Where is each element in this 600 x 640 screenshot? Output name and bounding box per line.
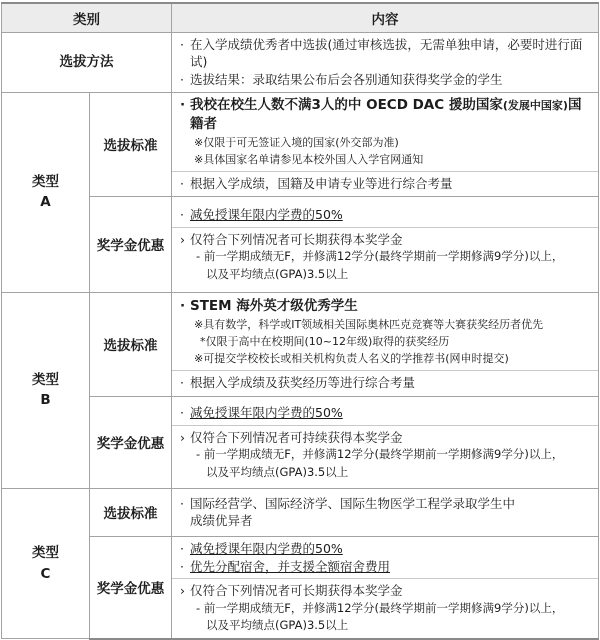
list-item: › 仅符合下列情况者可持续获得本奖学金 xyxy=(180,429,403,445)
list-item: › 仅符合下列情况者可长期获得本奖学金 xyxy=(180,231,403,247)
list-item-continued: 成绩优异者 xyxy=(190,513,253,529)
list-item: · 我校在校生人数不满3人的中 OECD DAC 援助国家(发展中国家)国籍者 xyxy=(180,96,582,132)
type-c-criteria-row xyxy=(2,488,599,536)
list-item: · 根据入学成绩，国籍及申请专业等进行综合考量 xyxy=(180,176,453,192)
type-a-benefit-label: 奖学金优惠 xyxy=(90,196,172,292)
condition-detail: 以及平均绩点(GPA)3.5以上 xyxy=(206,618,349,633)
list-item: · 优先分配宿舍，并支援全额宿舍费用 xyxy=(180,558,391,574)
type-a-benefit-row xyxy=(2,196,599,292)
list-item: · 减免授课年限内学费的50% xyxy=(180,540,343,556)
list-item: · STEM 海外英才级优秀学生 xyxy=(180,297,358,314)
table-header-row xyxy=(2,3,599,32)
type-c-label: 类型 C xyxy=(2,488,90,638)
condition-detail: - 前一学期成绩无F，并修满12学分(最终学期前一学期修满9学分)以上， xyxy=(196,601,564,616)
selection-method-content xyxy=(172,32,599,92)
condition-detail: 以及平均绩点(GPA)3.5以上 xyxy=(206,266,349,281)
scholarship-table xyxy=(1,2,599,640)
selection-method-label: 选拔方法 xyxy=(2,32,172,92)
type-b-benefit-label: 奖学金优惠 xyxy=(90,396,172,488)
type-c-benefit-content xyxy=(172,536,599,638)
list-item: · 根据入学成绩及获奖经历等进行综合考量 xyxy=(180,375,416,391)
type-c-criteria-content xyxy=(172,488,599,536)
condition-detail: 以及平均绩点(GPA)3.5以上 xyxy=(206,464,349,479)
note: ※具体国家名单请参见本校外国人入学官网通知 xyxy=(194,153,424,167)
condition-detail: - 前一学期成绩无F，并修满12学分(最终学期前一学期修满9学分)以上， xyxy=(196,447,564,462)
note: ※可提交学校校长或相关机构负责人名义的学推荐书(网申时提交) xyxy=(194,352,509,366)
header-content: 内容 xyxy=(172,3,599,32)
type-a-label: 类型 A xyxy=(2,92,90,292)
type-b-criteria-row xyxy=(2,292,599,396)
type-c-benefit-row xyxy=(2,536,599,638)
note: ※具有数学，科学或IT领域相关国际奥林匹克竞赛等大赛获奖经历者优先 xyxy=(194,318,544,332)
type-c-criteria-label: 选拔标准 xyxy=(90,488,172,536)
type-b-benefit-row xyxy=(2,396,599,488)
type-b-criteria-content xyxy=(172,292,599,396)
list-item: · 在入学成绩优秀者中选拔(通过审核选拔，无需单独申请，必要时进行面试) xyxy=(180,36,583,70)
type-a-criteria-label: 选拔标准 xyxy=(90,92,172,196)
list-item: · 国际经营学、国际经济学、国际生物医学工程学录取学生中 xyxy=(180,495,516,511)
list-item: · 选拔结果：录取结果公布后会各别通知获得奖学金的学生 xyxy=(180,72,503,87)
type-b-benefit-content xyxy=(172,396,599,488)
type-b-label: 类型 B xyxy=(2,292,90,488)
list-item: › 仅符合下列情况者可长期获得本奖学金 xyxy=(180,583,403,599)
list-item: · 减免授课年限内学费的50% xyxy=(180,206,343,222)
type-b-criteria-label: 选拔标准 xyxy=(90,292,172,396)
type-a-criteria-content xyxy=(172,92,599,196)
header-category: 类别 xyxy=(2,3,172,32)
type-a-benefit-content xyxy=(172,196,599,292)
note: ※仅限于可无签证入境的国家(外交部为准) xyxy=(194,136,399,150)
type-c-benefit-label: 奖学金优惠 xyxy=(90,536,172,638)
list-item: · 减免授课年限内学费的50% xyxy=(180,404,343,420)
type-a-criteria-row xyxy=(2,92,599,196)
selection-method-row xyxy=(2,32,599,92)
note: *仅限于高中在校期间(10~12年级)取得的获奖经历 xyxy=(200,335,450,349)
condition-detail: - 前一学期成绩无F，并修满12学分(最终学期前一学期修满9学分)以上， xyxy=(196,249,564,264)
